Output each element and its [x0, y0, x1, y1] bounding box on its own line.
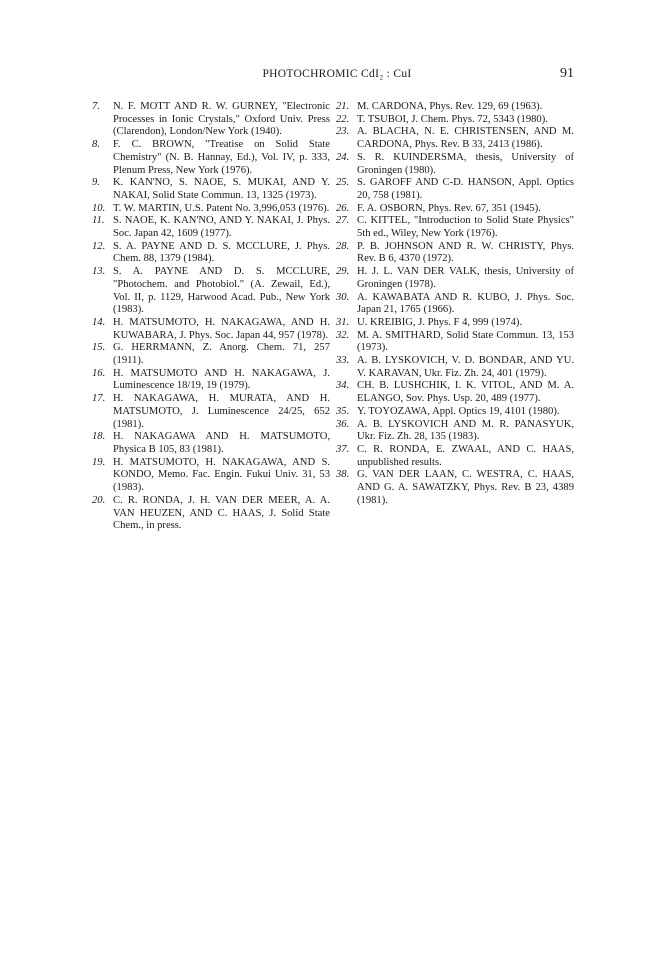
reference-item: [92, 266, 330, 317]
reference-item: [92, 367, 330, 393]
running-head: PHOTOCHROMIC CdI₂ : CuI: [262, 68, 412, 80]
reference-number: 38.: [336, 469, 350, 481]
reference-number: 22.: [336, 113, 350, 125]
reference-item: [92, 240, 330, 266]
reference-text: H. NAKAGAWA, H. MURATA, AND H. MATSUMOTO, J. Luminescence 24/25, 652 (1981).: [113, 393, 330, 430]
reference-text: N. F. MOTT AND R. W. GURNEY, "Electronic Processes in Ionic Crystals," Oxford Univ. Press (Clarendon), London/New York (1940).: [113, 101, 330, 138]
reference-text: S. GAROFF AND C-D. HANSON, Appl. Optics 20, 758 (1981).: [357, 177, 574, 201]
reference-number: 33.: [336, 355, 350, 367]
page-number: 91: [560, 66, 574, 81]
reference-text: A. B. LYSKOVICH AND M. R. PANASYUK, Ukr. Fiz. Zh. 28, 135 (1983).: [357, 418, 574, 443]
reference-text: A. B. LYSKOVICH, V. D. BONDAR, AND YU. V. KARAVAN, Ukr. Fiz. Zh. 24, 401 (1979).: [357, 355, 574, 379]
reference-item: [92, 456, 330, 495]
reference-item: [92, 393, 330, 431]
reference-item: [92, 342, 330, 367]
reference-number: 24.: [336, 151, 350, 163]
reference-text: C. R. RONDA, E. ZWAAL, AND C. HAAS, unpublished results.: [357, 443, 574, 468]
reference-text: C. KITTEL, "Introduction to Solid State Physics" 5th ed., Wiley, New York (1976).: [357, 215, 574, 240]
reference-text: S. A. PAYNE AND D. S. MCCLURE, "Photochem. and Photobiol." (A. Zewail, Ed.), Vol. II, p. 1129, Harwood Acad. Pub., New York (1983).: [113, 266, 330, 316]
reference-number: 32.: [336, 329, 350, 341]
reference-number: 37.: [336, 443, 350, 455]
reference-item: [336, 469, 574, 507]
reference-item: [336, 215, 574, 240]
reference-number: 7.: [92, 101, 100, 112]
reference-text: M. A. SMITHARD, Solid State Commun. 13, 153 (1973).: [357, 329, 574, 354]
reference-item: [336, 177, 574, 202]
reference-number: 35.: [336, 405, 350, 417]
reference-text: F. C. BROWN, "Treatise on Solid State Chemistry" (N. B. Hannay, Ed.), Vol. IV, p. 333, Plenum Press, New York (1976).: [113, 139, 330, 176]
reference-item: [336, 240, 574, 266]
reference-text: H. NAKAGAWA AND H. MATSUMOTO, Physica B 105, 83 (1981).: [113, 431, 330, 455]
reference-item: [92, 177, 330, 202]
reference-item: [336, 266, 574, 291]
reference-number: 20.: [92, 494, 106, 506]
reference-text: K. KAN'NO, S. NAOE, S. MUKAI, AND Y. NAKAI, Solid State Commun. 13, 1325 (1973).: [113, 177, 330, 201]
reference-text: A. KAWABATA AND R. KUBO, J. Phys. Soc. Japan 21, 1765 (1966).: [357, 291, 574, 316]
reference-item: [336, 316, 574, 330]
reference-number: 15.: [92, 342, 106, 354]
reference-item: [92, 139, 330, 177]
reference-item: [336, 443, 574, 469]
reference-number: 29.: [336, 266, 350, 278]
reference-number: 19.: [92, 456, 106, 468]
reference-number: 8.: [92, 139, 100, 151]
reference-number: 11.: [92, 215, 105, 227]
reference-item: [336, 202, 574, 216]
reference-item: [336, 329, 574, 355]
reference-text: H. MATSUMOTO, H. NAKAGAWA, AND S. KONDO, Memo. Fac. Engin. Fukui Univ. 31, 53 (1983).: [113, 456, 330, 494]
reference-number: 10.: [92, 202, 106, 214]
reference-column-left: [92, 101, 330, 533]
reference-item: [336, 101, 574, 114]
reference-text: P. B. JOHNSON AND R. W. CHRISTY, Phys. Rev. B 6, 4370 (1972).: [357, 240, 574, 265]
reference-item: [92, 215, 330, 240]
reference-text: M. CARDONA, Phys. Rev. 129, 69 (1963).: [357, 101, 543, 112]
reference-text: A. BLACHA, N. E. CHRISTENSEN, AND M. CARDONA, Phys. Rev. B 33, 2413 (1986).: [357, 126, 574, 151]
reference-text: CH. B. LUSHCHIK, I. K. VITOL, AND M. A. ELANGO, Sov. Phys. Usp. 20, 489 (1977).: [357, 380, 574, 405]
reference-text: Y. TOYOZAWA, Appl. Optics 19, 4101 (1980).: [357, 405, 560, 417]
reference-number: 36.: [336, 418, 350, 430]
reference-item: [336, 151, 574, 177]
reference-number: 34.: [336, 380, 350, 392]
reference-item: [92, 316, 330, 342]
reference-item: [336, 291, 574, 317]
reference-text: C. R. RONDA, J. H. VAN DER MEER, A. A. VAN HEUZEN, AND C. HAAS, J. Solid State Chem., in press.: [113, 494, 330, 532]
reference-number: 26.: [336, 202, 350, 214]
page-header: [100, 68, 574, 84]
reference-number: 25.: [336, 177, 350, 189]
reference-number: 14.: [92, 316, 106, 328]
reference-number: 30.: [336, 291, 350, 303]
reference-number: 31.: [336, 316, 350, 328]
reference-text: S. R. KUINDERSMA, thesis, University of Groningen (1980).: [357, 151, 574, 176]
reference-number: 13.: [92, 266, 106, 278]
reference-item: [336, 355, 574, 380]
reference-number: 23.: [336, 126, 350, 138]
reference-number: 28.: [336, 240, 350, 252]
reference-number: 17.: [92, 393, 106, 405]
reference-item: [336, 126, 574, 151]
reference-text: F. A. OSBORN, Phys. Rev. 67, 351 (1945).: [357, 202, 541, 214]
reference-text: T. W. MARTIN, U.S. Patent No. 3,996,053 (1976).: [113, 202, 330, 214]
reference-item: [336, 405, 574, 419]
reference-number: 18.: [92, 431, 106, 443]
reference-number: 16.: [92, 367, 106, 379]
reference-item: [336, 113, 574, 127]
reference-column-right: [336, 101, 574, 533]
reference-text: G. VAN DER LAAN, C. WESTRA, C. HAAS, AND G. A. SAWATZKY, Phys. Rev. B 23, 4389 (1981).: [357, 469, 574, 506]
reference-text: G. HERRMANN, Z. Anorg. Chem. 71, 257 (1911).: [113, 342, 330, 367]
reference-text: S. NAOE, K. KAN'NO, AND Y. NAKAI, J. Phys. Soc. Japan 42, 1609 (1977).: [113, 215, 330, 240]
reference-item: [92, 101, 330, 139]
reference-number: 12.: [92, 240, 106, 252]
reference-text: H. MATSUMOTO, H. NAKAGAWA, AND H. KUWABARA, J. Phys. Soc. Japan 44, 957 (1978).: [113, 316, 330, 341]
reference-item: [92, 202, 330, 216]
reference-number: 27.: [336, 215, 350, 227]
reference-item: [92, 494, 330, 533]
reference-text: U. KREIBIG, J. Phys. F 4, 999 (1974).: [357, 316, 523, 328]
reference-item: [92, 431, 330, 456]
reference-number: 21.: [336, 101, 350, 112]
reference-item: [336, 418, 574, 444]
reference-text: H. J. L. VAN DER VALK, thesis, University of Groningen (1978).: [357, 266, 574, 290]
reference-list: [92, 101, 574, 533]
reference-number: 9.: [92, 177, 100, 189]
reference-item: [336, 380, 574, 405]
reference-text: T. TSUBOI, J. Chem. Phys. 72, 5343 (1980).: [357, 113, 548, 125]
reference-text: S. A. PAYNE AND D. S. MCCLURE, J. Phys. Chem. 88, 1379 (1984).: [113, 240, 330, 265]
reference-text: H. MATSUMOTO AND H. NAKAGAWA, J. Luminescence 18/19, 19 (1979).: [113, 367, 330, 392]
